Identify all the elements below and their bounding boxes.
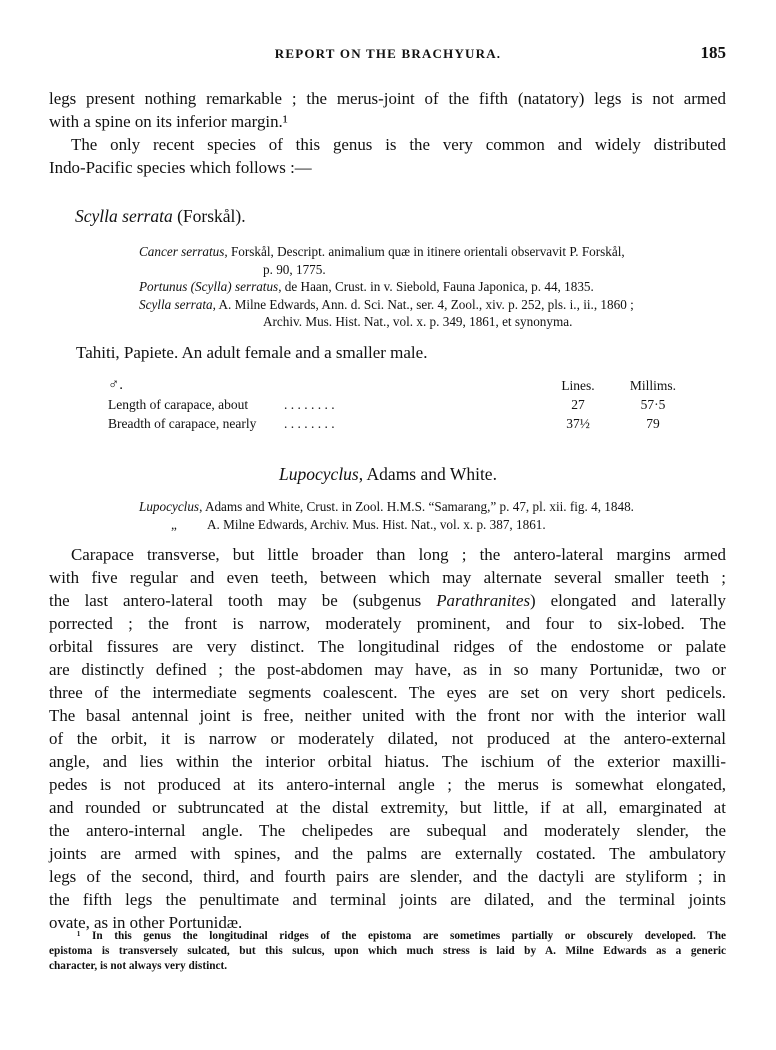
text-line: with five regular and even teeth, between which may alternate several smaller teeth ;	[49, 568, 726, 587]
synonym-citation: , A. Milne Edwards, Ann. d. Sci. Nat., ser. 4, Zool., xiv. p. 252, pls. i., ii., 1860 ;	[212, 296, 634, 312]
column-header-millims: Millims.	[629, 378, 677, 393]
text-line: three of the intermediate segments coalescent. The eyes are set on very short pedicels.	[49, 683, 726, 702]
footnote	[49, 929, 726, 975]
synonym-name: Lupocyclus	[139, 499, 200, 514]
text-line: orbital fissures are very distinct. The longitudinal ridges of the endostome or palate	[49, 637, 726, 656]
table-row	[108, 395, 688, 414]
text-line: The only recent species of this genus is the very common and widely distributed	[71, 135, 726, 154]
text-line	[49, 589, 726, 612]
synonym-citation: , Adams and White, Crust. in Zool. H.M.S. “Samarang,” p. 47, pl. xii. fig. 4, 1848.	[199, 499, 634, 514]
table-row	[108, 414, 688, 433]
text-line: with a spine on its inferior margin.¹	[49, 112, 288, 131]
text-line: are distinctly defined ; the post-abdomen may have, as in so many Portunidæ, two or	[49, 660, 726, 679]
value-lines: 37½	[566, 416, 590, 431]
text-line: and rounded or subtruncated at the distal extremity, but little, if at all, emarginated at	[49, 798, 726, 817]
locality-line: Tahiti, Papiete. An adult female and a smaller male.	[76, 343, 428, 362]
synonym-citation: A. Milne Edwards, Archiv. Mus. Hist. Nat., vol. x. p. 387, 1861.	[207, 516, 546, 532]
leader-dots: . . . . . . . .	[284, 416, 335, 431]
text-span: the last antero-lateral tooth may be (subgenus	[49, 591, 437, 610]
synonym-citation: , Forskål, Descript. animalium quæ in itinere orientali observavit P. Forskål,	[224, 244, 625, 259]
intro-paragraph	[49, 87, 726, 179]
value-millims: 79	[646, 416, 660, 431]
synonym-name: Portunus (Scylla) serratus	[139, 279, 279, 294]
subgenus-name: Parathranites	[436, 591, 531, 610]
text-line: Carapace transverse, but little broader than long ; the antero-lateral margins armed	[71, 545, 726, 564]
running-head: REPORT ON THE BRACHYURA.	[274, 46, 502, 61]
synonymy-entry	[139, 498, 726, 516]
row-label: Breadth of carapace, nearly	[108, 416, 257, 431]
text-line: the antero-internal angle. The chelipedes are subequal and moderately slender, the	[49, 821, 726, 840]
synonymy-entry	[139, 243, 726, 261]
synonymy-entry	[139, 278, 726, 296]
footnote-line: character, is not always very distinct.	[49, 960, 228, 973]
text-line: legs present nothing remarkable ; the merus-joint of the fifth (natatory) legs is not armed	[49, 89, 726, 108]
species-synonymy	[139, 243, 726, 331]
synonym-continuation: Archiv. Mus. Hist. Nat., vol. x. p. 349, 1861, et synonyma.	[263, 314, 573, 329]
genus-description	[49, 543, 726, 934]
species-author: (Forskål).	[172, 206, 246, 226]
leader-dots: . . . . . . . .	[284, 397, 335, 412]
species-name: Scylla serrata	[75, 206, 173, 226]
synonym-citation: , de Haan, Crust. in v. Siebold, Fauna Japonica, p. 44, 1835.	[278, 279, 594, 294]
footnote-line: ¹ In this genus the longitudinal ridges of the epistoma are sometimes partially or obscurely developed. The	[77, 930, 726, 942]
text-line: legs of the second, third, and fourth pairs are slender, and the dactyli are styliform ; in	[49, 867, 726, 886]
genus-synonymy	[139, 498, 726, 533]
species-heading	[75, 206, 246, 227]
footnote-line: epistoma is transversely sulcated, but this sulcus, upon which much stress is laid by A. Milne Edwards as a generic	[49, 945, 726, 958]
value-millims: 57·5	[640, 397, 666, 412]
row-label: Length of carapace, about	[108, 397, 249, 412]
genus-author: , Adams and White.	[358, 464, 497, 484]
text-line: pedes is not produced at its antero-internal angle ; the merus is somewhat elongated,	[49, 775, 726, 794]
text-line: the fifth legs the penultimate and terminal joints are dilated, and the terminal joints	[49, 890, 726, 909]
synonymy-entry	[139, 516, 726, 534]
value-lines: 27	[571, 397, 585, 412]
measurements-header	[108, 376, 688, 395]
page-header	[50, 44, 726, 68]
text-line: porrected ; the front is narrow, moderately prominent, and four to six-lobed. The	[49, 614, 726, 633]
text-span: ) elongated and laterally	[530, 591, 726, 610]
measurements-table	[108, 376, 688, 433]
genus-name: Lupocyclus	[279, 464, 359, 484]
genus-heading	[0, 464, 776, 485]
text-line: angle, and lies within the interior orbital hiatus. The ischium of the exterior maxilli-	[49, 752, 726, 771]
synonymy-entry	[139, 296, 726, 314]
text-line: The basal antennal joint is free, neither united with the front nor with the interior wall	[49, 706, 726, 725]
ditto-mark: „	[171, 516, 177, 532]
synonym-name: Scylla serrata	[139, 296, 213, 312]
male-symbol: ♂.	[108, 377, 123, 393]
text-line: ovate, as in other Portunidæ.	[49, 913, 243, 932]
text-line: joints are armed with spines, and the palms are externally costated. The ambulatory	[49, 844, 726, 863]
synonym-continuation: p. 90, 1775.	[263, 261, 326, 277]
text-line: of the orbit, it is narrow or moderately dilated, not produced at the antero-external	[49, 729, 726, 748]
column-header-lines: Lines.	[561, 378, 595, 393]
text-line: Indo-Pacific species which follows :—	[49, 158, 312, 177]
synonym-name: Cancer serratus	[139, 244, 225, 259]
page-number: 185	[700, 43, 726, 62]
